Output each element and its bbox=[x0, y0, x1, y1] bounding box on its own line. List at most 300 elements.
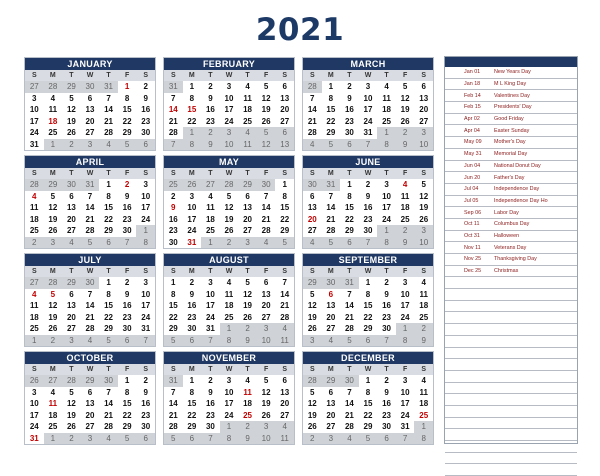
date-cell: 5 bbox=[310, 289, 315, 299]
date-cell: 24 bbox=[400, 410, 410, 420]
date-cell: 19 bbox=[66, 116, 76, 126]
weekday-label: F bbox=[118, 266, 137, 277]
holiday-blank-row bbox=[445, 301, 577, 313]
holiday-row bbox=[445, 137, 577, 149]
date-cell: 28 bbox=[85, 324, 95, 333]
weekday-label: T bbox=[99, 168, 118, 179]
date-cell: 21 bbox=[344, 410, 354, 420]
date-cell: 13 bbox=[261, 289, 271, 299]
holiday-date-cell: 1 bbox=[124, 82, 130, 91]
date-cell: 7 bbox=[396, 433, 415, 445]
holiday-name: Halloween bbox=[494, 232, 520, 239]
date-cell: 1 bbox=[136, 225, 155, 237]
date-cell: 30 bbox=[363, 226, 373, 235]
holiday-blank-row bbox=[445, 406, 577, 418]
date-cell: 5 bbox=[310, 387, 315, 397]
date-cell: 24 bbox=[141, 214, 151, 224]
holiday-date: May 09 bbox=[464, 139, 482, 146]
date-cell: 24 bbox=[382, 214, 392, 224]
holiday-date: Feb 15 bbox=[464, 104, 481, 111]
date-cell: 23 bbox=[187, 312, 197, 322]
holiday-name: Mother's Day bbox=[494, 139, 526, 146]
holiday-name: Veterans Day bbox=[494, 244, 527, 251]
date-cell: 25 bbox=[419, 312, 429, 322]
date-cell: 7 bbox=[136, 335, 155, 347]
date-cell: 17 bbox=[224, 105, 234, 114]
date-cell: 5 bbox=[99, 335, 118, 347]
date-cell: 28 bbox=[307, 128, 317, 137]
date-cell: 8 bbox=[396, 335, 415, 347]
holiday-date: Apr 02 bbox=[464, 116, 480, 123]
date-cell: 14 bbox=[104, 105, 114, 114]
date-cell: 14 bbox=[344, 399, 354, 408]
date-cell: 30 bbox=[62, 179, 81, 191]
weekday-label: S bbox=[136, 266, 155, 277]
date-cell: 22 bbox=[344, 214, 354, 224]
holiday-row bbox=[445, 266, 577, 278]
date-cell: 17 bbox=[29, 116, 39, 126]
date-cell: 14 bbox=[326, 203, 336, 212]
date-cell: 4 bbox=[245, 82, 250, 91]
holiday-date-cell: 11 bbox=[48, 399, 58, 408]
weekday-label: W bbox=[81, 70, 100, 81]
date-cell: 21 bbox=[104, 410, 114, 420]
date-cell: 19 bbox=[48, 214, 58, 224]
date-cell: 30 bbox=[81, 81, 100, 93]
date-cell: 1 bbox=[328, 82, 334, 91]
date-cell: 21 bbox=[344, 312, 354, 322]
date-cell: 30 bbox=[322, 277, 341, 289]
date-cell: 31 bbox=[29, 139, 39, 149]
date-cell: 16 bbox=[382, 301, 392, 310]
date-cell: 27 bbox=[280, 116, 290, 126]
date-cell: 5 bbox=[263, 376, 269, 385]
month-name: DECEMBER bbox=[303, 352, 433, 364]
date-cell: 2 bbox=[220, 237, 239, 249]
month-june bbox=[302, 155, 434, 249]
holiday-blank-row bbox=[445, 394, 577, 406]
weekday-label: W bbox=[81, 168, 100, 179]
day-grid bbox=[303, 364, 433, 444]
weekday-label: S bbox=[164, 266, 183, 277]
weekday-label: S bbox=[136, 70, 155, 81]
holiday-name: Memorial Day bbox=[494, 151, 528, 158]
weekday-label: W bbox=[220, 266, 239, 277]
weekday-label: S bbox=[414, 266, 433, 277]
date-cell: 10 bbox=[205, 289, 215, 299]
date-cell: 21 bbox=[261, 214, 271, 224]
holiday-blank-row bbox=[445, 371, 577, 383]
weekday-label: T bbox=[340, 266, 359, 277]
date-cell: 18 bbox=[419, 301, 429, 310]
date-cell: 5 bbox=[69, 387, 74, 397]
date-cell: 2 bbox=[303, 433, 322, 445]
date-cell: 30 bbox=[141, 422, 151, 431]
date-cell: 18 bbox=[48, 410, 58, 420]
date-cell: 9 bbox=[414, 335, 433, 347]
date-cell: 23 bbox=[344, 116, 354, 126]
date-cell: 9 bbox=[238, 335, 257, 347]
weekday-label: M bbox=[44, 70, 63, 81]
date-cell: 5 bbox=[275, 237, 294, 249]
date-cell: 13 bbox=[280, 93, 290, 103]
date-cell: 2 bbox=[396, 225, 415, 237]
date-cell: 11 bbox=[382, 93, 391, 103]
date-cell: 4 bbox=[62, 237, 81, 249]
weekday-label: T bbox=[99, 266, 118, 277]
date-cell: 13 bbox=[419, 93, 429, 103]
date-cell: 20 bbox=[280, 105, 290, 114]
date-cell: 29 bbox=[122, 128, 132, 137]
date-cell: 9 bbox=[238, 433, 257, 445]
date-cell: 20 bbox=[85, 116, 95, 126]
date-cell: 9 bbox=[365, 191, 371, 201]
holiday-date: Jul 05 bbox=[464, 197, 479, 204]
weekday-label: T bbox=[201, 70, 220, 81]
date-cell: 19 bbox=[243, 301, 253, 310]
holiday-blank-row bbox=[445, 289, 577, 301]
date-cell: 6 bbox=[340, 139, 359, 151]
weekday-label: S bbox=[136, 364, 155, 375]
date-cell: 23 bbox=[122, 312, 132, 322]
date-cell: 27 bbox=[85, 128, 95, 137]
date-cell: 21 bbox=[280, 301, 290, 310]
date-cell: 18 bbox=[400, 203, 410, 212]
date-cell: 13 bbox=[243, 203, 253, 212]
date-cell: 1 bbox=[124, 376, 130, 385]
date-cell: 12 bbox=[48, 301, 58, 310]
date-cell: 30 bbox=[187, 324, 197, 333]
date-cell: 28 bbox=[344, 324, 354, 333]
date-cell: 15 bbox=[168, 301, 178, 310]
weekday-label: F bbox=[118, 168, 137, 179]
date-cell: 29 bbox=[104, 226, 114, 235]
date-cell: 28 bbox=[261, 226, 271, 235]
date-cell: 29 bbox=[104, 324, 114, 333]
day-grid bbox=[164, 70, 294, 150]
date-cell: 2 bbox=[124, 278, 130, 287]
date-cell: 7 bbox=[171, 93, 176, 103]
date-cell: 11 bbox=[238, 139, 257, 151]
date-cell: 6 bbox=[87, 387, 93, 397]
date-cell: 26 bbox=[307, 324, 317, 333]
date-cell: 26 bbox=[48, 226, 58, 235]
date-cell: 8 bbox=[377, 139, 396, 151]
holiday-date-cell: 20 bbox=[307, 214, 317, 224]
date-cell: 8 bbox=[124, 93, 130, 103]
date-cell: 9 bbox=[189, 289, 195, 299]
date-cell: 5 bbox=[50, 191, 56, 201]
date-cell: 6 bbox=[136, 139, 155, 151]
month-name: JULY bbox=[25, 254, 155, 266]
date-cell: 17 bbox=[382, 203, 392, 212]
holiday-date-cell: 15 bbox=[187, 105, 197, 114]
weekday-label: F bbox=[396, 168, 415, 179]
date-cell: 5 bbox=[226, 191, 232, 201]
day-grid bbox=[25, 266, 155, 346]
date-cell: 4 bbox=[322, 335, 341, 347]
date-cell: 15 bbox=[363, 301, 373, 310]
date-cell: 13 bbox=[280, 387, 290, 397]
date-cell: 2 bbox=[189, 278, 195, 287]
date-cell: 31 bbox=[141, 324, 151, 333]
date-cell: 30 bbox=[122, 226, 132, 235]
date-cell: 28 bbox=[85, 226, 95, 235]
date-cell: 13 bbox=[326, 399, 336, 408]
date-cell: 1 bbox=[25, 335, 44, 347]
date-cell: 24 bbox=[29, 422, 39, 431]
holiday-date-cell: 4 bbox=[402, 180, 408, 189]
weekday-label: F bbox=[118, 70, 137, 81]
weekday-label: F bbox=[396, 364, 415, 375]
holiday-date-cell: 25 bbox=[419, 410, 429, 420]
date-cell: 31 bbox=[205, 324, 215, 333]
date-cell: 6 bbox=[282, 82, 287, 91]
date-cell: 17 bbox=[141, 203, 151, 212]
date-cell: 2 bbox=[143, 376, 148, 385]
date-cell: 26 bbox=[261, 410, 271, 420]
date-cell: 30 bbox=[99, 375, 118, 387]
holiday-row bbox=[445, 114, 577, 126]
date-cell: 28 bbox=[326, 226, 336, 235]
date-cell: 29 bbox=[363, 422, 373, 431]
holiday-date-cell: 31 bbox=[29, 433, 39, 443]
date-cell: 28 bbox=[303, 375, 322, 387]
weekday-label: M bbox=[322, 364, 341, 375]
month-name: APRIL bbox=[25, 156, 155, 168]
date-cell: 26 bbox=[307, 422, 317, 431]
weekday-label: F bbox=[257, 70, 276, 81]
date-cell: 8 bbox=[106, 289, 111, 299]
date-cell: 19 bbox=[261, 399, 271, 408]
date-cell: 1 bbox=[189, 376, 195, 385]
date-cell: 29 bbox=[81, 375, 100, 387]
holiday-blank-row bbox=[445, 359, 577, 371]
date-cell: 7 bbox=[359, 139, 378, 151]
date-cell: 11 bbox=[275, 335, 294, 347]
weekday-label: F bbox=[257, 364, 276, 375]
date-cell: 3 bbox=[208, 278, 213, 287]
date-cell: 4 bbox=[303, 237, 322, 249]
holiday-blank-row bbox=[445, 383, 577, 395]
weekday-label: M bbox=[44, 364, 63, 375]
holiday-date-cell: 4 bbox=[32, 191, 37, 201]
date-cell: 25 bbox=[224, 312, 234, 322]
weekday-label: T bbox=[340, 168, 359, 179]
holiday-date: May 31 bbox=[464, 151, 482, 158]
date-cell: 16 bbox=[344, 105, 354, 114]
date-cell: 21 bbox=[326, 214, 336, 224]
weekday-label: S bbox=[303, 70, 322, 81]
date-cell: 11 bbox=[224, 289, 234, 299]
date-cell: 7 bbox=[310, 93, 315, 103]
holiday-row bbox=[445, 79, 577, 91]
date-cell: 23 bbox=[205, 116, 215, 126]
date-cell: 5 bbox=[263, 82, 269, 91]
date-cell: 9 bbox=[396, 139, 415, 151]
holiday-row bbox=[445, 196, 577, 208]
date-cell: 19 bbox=[307, 410, 317, 420]
date-cell: 10 bbox=[414, 237, 433, 249]
date-cell: 2 bbox=[208, 82, 213, 91]
date-cell: 22 bbox=[280, 214, 290, 224]
date-cell: 27 bbox=[66, 226, 76, 235]
month-name: FEBRUARY bbox=[164, 58, 294, 70]
date-cell: 28 bbox=[44, 277, 63, 289]
weekday-label: S bbox=[136, 168, 155, 179]
date-cell: 15 bbox=[104, 203, 114, 212]
date-cell: 31 bbox=[400, 422, 410, 431]
date-cell: 29 bbox=[62, 81, 81, 93]
date-cell: 12 bbox=[48, 203, 58, 212]
date-cell: 3 bbox=[402, 278, 408, 287]
date-cell: 3 bbox=[303, 335, 322, 347]
date-cell: 30 bbox=[122, 324, 132, 333]
date-cell: 5 bbox=[322, 237, 341, 249]
date-cell: 10 bbox=[400, 289, 410, 299]
date-cell: 28 bbox=[168, 422, 178, 431]
date-cell: 18 bbox=[382, 105, 392, 114]
date-cell: 10 bbox=[382, 191, 392, 201]
date-cell: 12 bbox=[66, 105, 76, 114]
date-cell: 22 bbox=[104, 312, 114, 322]
date-cell: 20 bbox=[419, 105, 429, 114]
date-cell: 31 bbox=[81, 179, 100, 191]
date-cell: 3 bbox=[44, 237, 63, 249]
date-cell: 10 bbox=[224, 387, 234, 397]
month-name: NOVEMBER bbox=[164, 352, 294, 364]
date-cell: 4 bbox=[238, 127, 257, 139]
date-cell: 1 bbox=[44, 139, 63, 151]
date-cell: 23 bbox=[382, 312, 392, 322]
date-cell: 15 bbox=[104, 301, 114, 310]
holiday-name: New Years Day bbox=[494, 69, 531, 76]
date-cell: 17 bbox=[400, 399, 410, 408]
date-cell: 1 bbox=[377, 127, 396, 139]
date-cell: 31 bbox=[99, 81, 118, 93]
day-grid bbox=[303, 168, 433, 248]
weekday-label: M bbox=[44, 266, 63, 277]
date-cell: 1 bbox=[44, 433, 63, 445]
weekday-label: W bbox=[220, 364, 239, 375]
date-cell: 3 bbox=[220, 127, 239, 139]
date-cell: 10 bbox=[363, 93, 373, 103]
weekday-label: T bbox=[340, 70, 359, 81]
date-cell: 23 bbox=[168, 226, 178, 235]
date-cell: 18 bbox=[205, 214, 215, 224]
date-cell: 8 bbox=[282, 191, 287, 201]
date-cell: 2 bbox=[208, 376, 213, 385]
weekday-label: S bbox=[275, 168, 294, 179]
date-cell: 16 bbox=[187, 301, 197, 310]
holiday-date-cell: 14 bbox=[168, 105, 178, 114]
date-cell: 26 bbox=[400, 116, 410, 126]
date-cell: 2 bbox=[25, 237, 44, 249]
date-cell: 8 bbox=[220, 433, 239, 445]
date-cell: 21 bbox=[85, 214, 95, 224]
date-cell: 29 bbox=[62, 277, 81, 289]
date-cell: 15 bbox=[326, 105, 336, 114]
date-cell: 21 bbox=[104, 116, 114, 126]
date-cell: 7 bbox=[263, 191, 269, 201]
date-cell: 30 bbox=[340, 375, 359, 387]
date-cell: 5 bbox=[164, 433, 183, 445]
date-cell: 9 bbox=[347, 93, 352, 103]
holiday-row bbox=[445, 219, 577, 231]
date-cell: 16 bbox=[382, 399, 392, 408]
date-cell: 30 bbox=[382, 422, 392, 431]
date-cell: 14 bbox=[168, 399, 178, 408]
day-grid bbox=[25, 70, 155, 150]
date-cell: 17 bbox=[141, 301, 151, 310]
date-cell: 17 bbox=[187, 214, 197, 224]
date-cell: 28 bbox=[104, 128, 114, 137]
date-cell: 31 bbox=[340, 277, 359, 289]
holiday-blank-row bbox=[445, 429, 577, 441]
date-cell: 13 bbox=[275, 139, 294, 151]
weekday-label: T bbox=[377, 364, 396, 375]
date-cell: 21 bbox=[307, 116, 317, 126]
holiday-date-cell: 5 bbox=[50, 289, 56, 299]
date-cell: 22 bbox=[326, 116, 336, 126]
date-cell: 26 bbox=[183, 179, 202, 191]
date-cell: 19 bbox=[400, 105, 410, 114]
date-cell: 4 bbox=[421, 376, 426, 385]
date-cell: 6 bbox=[377, 433, 396, 445]
date-cell: 19 bbox=[48, 312, 58, 322]
date-cell: 25 bbox=[29, 226, 39, 235]
day-grid bbox=[164, 168, 294, 248]
date-cell: 1 bbox=[171, 278, 176, 287]
weekday-label: W bbox=[81, 364, 100, 375]
date-cell: 7 bbox=[347, 387, 352, 397]
date-cell: 9 bbox=[143, 387, 148, 397]
date-cell: 25 bbox=[164, 179, 183, 191]
weekday-label: T bbox=[99, 70, 118, 81]
date-cell: 8 bbox=[414, 433, 433, 445]
date-cell: 5 bbox=[322, 139, 341, 151]
date-cell: 25 bbox=[400, 214, 410, 224]
date-cell: 2 bbox=[384, 278, 389, 287]
weekday-label: F bbox=[396, 70, 415, 81]
date-cell: 29 bbox=[363, 324, 373, 333]
holiday-date-cell: 11 bbox=[243, 387, 252, 397]
date-cell: 28 bbox=[62, 375, 81, 387]
date-cell: 28 bbox=[220, 179, 239, 191]
holiday-date: Jan 01 bbox=[464, 69, 481, 76]
date-cell: 31 bbox=[363, 128, 373, 137]
month-august bbox=[163, 253, 295, 347]
date-cell: 29 bbox=[44, 179, 63, 191]
month-september bbox=[302, 253, 434, 347]
date-cell: 4 bbox=[245, 376, 250, 385]
date-cell: 11 bbox=[30, 301, 39, 310]
holiday-name: Presidents' Day bbox=[494, 104, 532, 111]
date-cell: 24 bbox=[363, 116, 373, 126]
date-cell: 16 bbox=[141, 105, 151, 114]
date-cell: 7 bbox=[87, 289, 93, 299]
date-cell: 7 bbox=[118, 237, 137, 249]
date-cell: 6 bbox=[421, 82, 426, 91]
month-name: JUNE bbox=[303, 156, 433, 168]
date-cell: 3 bbox=[322, 433, 341, 445]
month-march bbox=[302, 57, 434, 151]
date-cell: 25 bbox=[48, 128, 58, 137]
date-cell: 30 bbox=[205, 422, 215, 431]
date-cell: 8 bbox=[377, 237, 396, 249]
date-cell: 17 bbox=[29, 410, 39, 420]
holiday-row bbox=[445, 102, 577, 114]
